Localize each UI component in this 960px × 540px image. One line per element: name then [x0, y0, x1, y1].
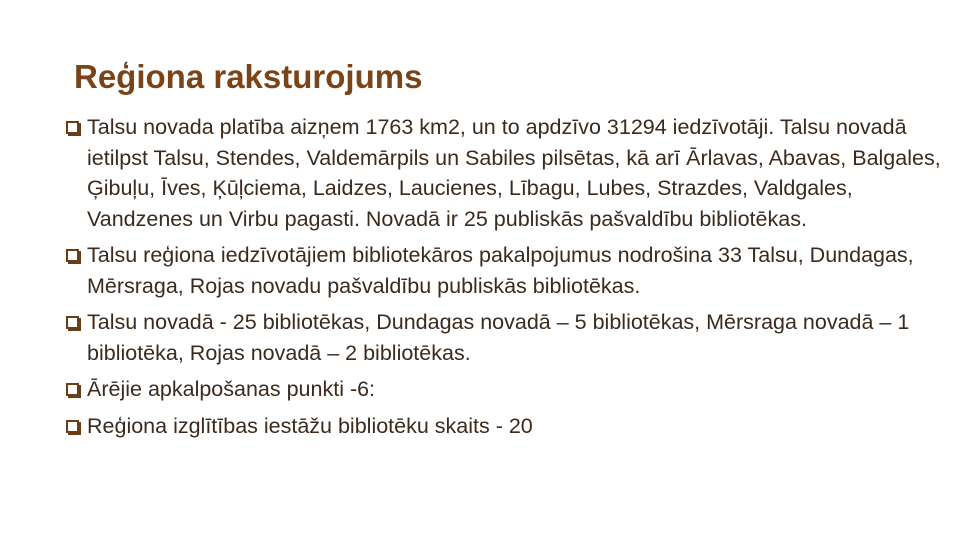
- square-bullet-icon: [66, 420, 79, 433]
- bullet-text: Ārējie apkalpošanas punkti -6:: [87, 377, 376, 401]
- bullet-text: Talsu novadā - 25 bibliotēkas, Dundagas novadā – 5 bibliotēkas, Mērsraga novadā – 1 bibliotēka, Rojas novadā – 2 bibliotēkas.: [87, 310, 910, 365]
- square-bullet-icon: [66, 249, 79, 262]
- square-bullet-icon: [66, 383, 79, 396]
- bullet-item: [66, 240, 946, 301]
- bullet-item: [66, 411, 946, 442]
- bullet-text: Reģiona izglītības iestāžu bibliotēku skaits - 20: [87, 413, 533, 438]
- bullet-list: [66, 112, 946, 447]
- bullet-item: [66, 112, 946, 234]
- bullet-item: [66, 307, 946, 368]
- bullet-text: Talsu novada platība aizņem 1763 km2, un to apdzīvo 31294 iedzīvotāji. Talsu novadā ietilpst Talsu, Stendes, Valdemārpils un Sabiles pilsētas, kā arī Ārlavas, Abavas, Balgales, Ģibuļu, Īves, Ķūļciema, Laidzes, Laucienes, Lībagu, Lubes, Strazdes, Valdgales, Vandzenes un Virbu pagasti. Novadā ir 25 publiskās pašvaldību bibliotēkas.: [87, 115, 941, 231]
- slide-title: Reģiona raksturojums: [74, 58, 423, 96]
- bullet-text: Talsu reģiona iedzīvotājiem bibliotekāros pakalpojumus nodrošina 33 Talsu, Dundagas, Mērsraga, Rojas novadu pašvaldību publiskās bibliotēkas.: [87, 243, 914, 298]
- bullet-item: [66, 374, 946, 405]
- square-bullet-icon: [66, 316, 79, 329]
- square-bullet-icon: [66, 121, 79, 134]
